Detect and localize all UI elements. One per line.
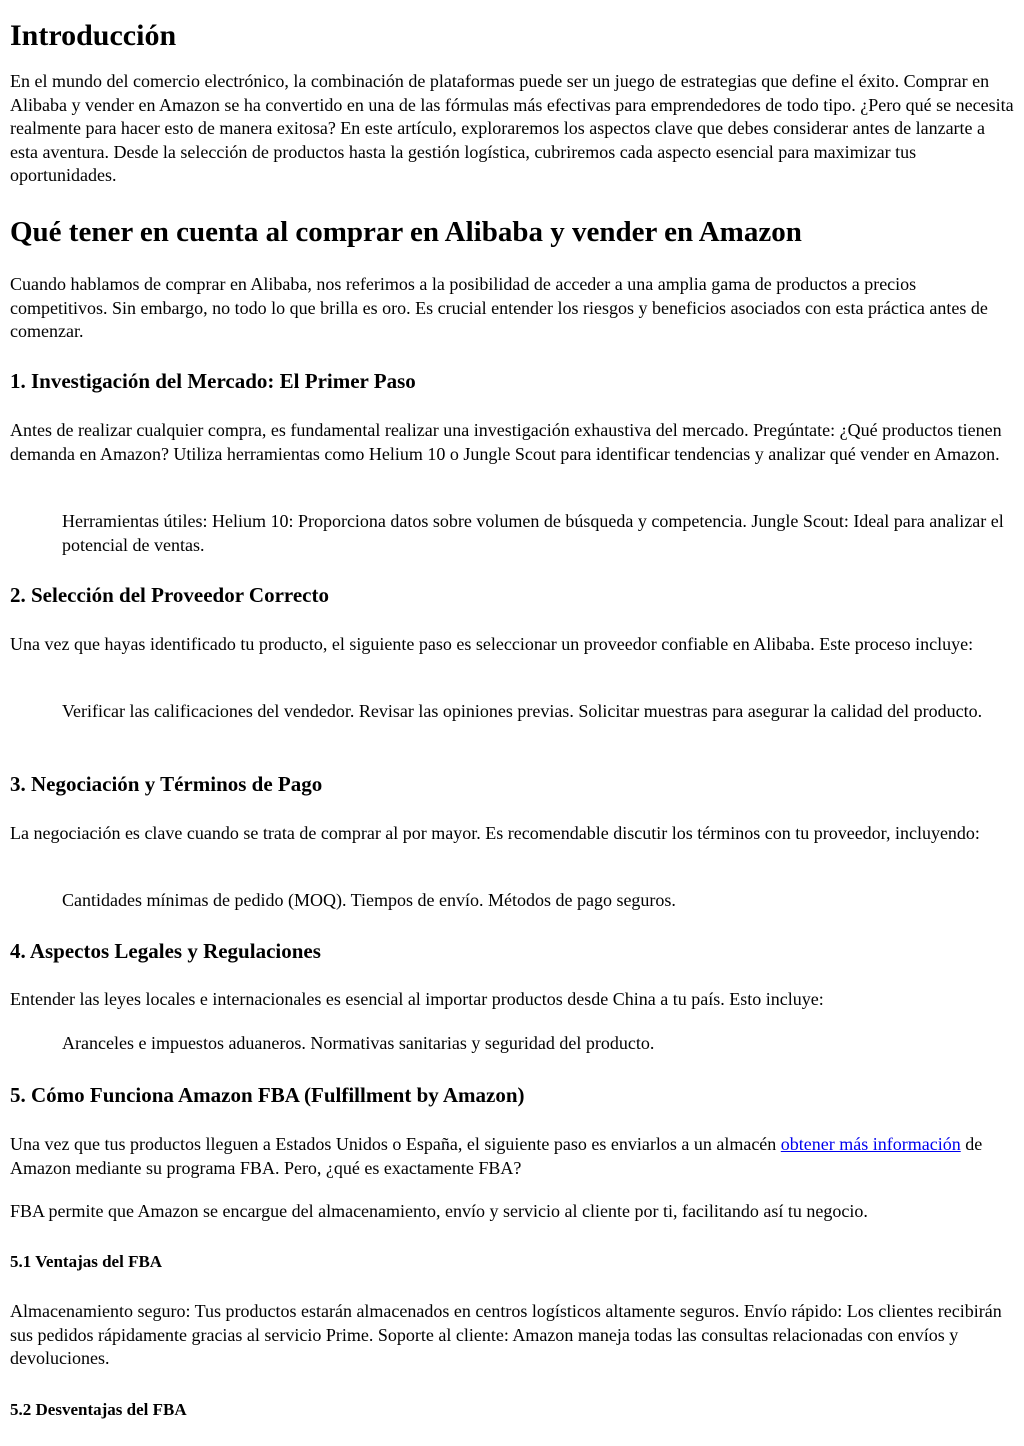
section-2-quote: Verificar las calificaciones del vendedor. Revisar las opiniones previas. Solicitar muestras para asegurar la calidad del producto.: [62, 701, 983, 721]
section-3-heading: 3. Negociación y Términos de Pago: [10, 772, 323, 796]
section-5-1-paragraph: Almacenamiento seguro: Tus productos estarán almacenados en centros logísticos altamente seguros. Envío rápido: Los clientes recibirán sus pedidos rápidamente gracias al servicio Prime. Soporte al cliente: Amazon maneja todas las consultas relacionadas con envíos y devoluciones.: [10, 1301, 1002, 1368]
section-1-paragraph: Antes de realizar cualquier compra, es fundamental realizar una investigación exhaustiva del mercado. Pregúntate: ¿Qué productos tienen demanda en Amazon? Utiliza herramientas como Helium 10 o Jungle Scout para identificar tendencias y analizar qué vender en Amazon.: [10, 420, 1002, 464]
section-5-heading: 5. Cómo Funciona Amazon FBA (Fulfillment by Amazon): [10, 1083, 525, 1107]
section-1-heading: 1. Investigación del Mercado: El Primer Paso: [10, 369, 416, 393]
section-4-heading: 4. Aspectos Legales y Regulaciones: [10, 939, 321, 963]
section-2-heading: 2. Selección del Proveedor Correcto: [10, 583, 329, 607]
section-5-paragraph: [10, 1133, 1016, 1180]
section-5-1-heading: 5.1 Ventajas del FBA: [10, 1252, 163, 1271]
section-3-quote: Cantidades mínimas de pedido (MOQ). Tiempos de envío. Métodos de pago seguros.: [62, 890, 676, 910]
section-2-paragraph: Una vez que hayas identificado tu producto, el siguiente paso es seleccionar un proveedor confiable en Alibaba. Este proceso incluye:: [10, 634, 974, 654]
section-5-paragraph-2: FBA permite que Amazon se encargue del almacenamiento, envío y servicio al cliente por ti, facilitando así tu negocio.: [10, 1201, 868, 1221]
more-info-link[interactable]: obtener más información: [780, 1134, 961, 1154]
section-3-paragraph: La negociación es clave cuando se trata de comprar al por mayor. Es recomendable discutir los términos con tu proveedor, incluyendo:: [10, 823, 980, 843]
intro-heading: Introducción: [10, 19, 177, 52]
section-1-quote: Herramientas útiles: Helium 10: Proporciona datos sobre volumen de búsqueda y competencia. Jungle Scout: Ideal para analizar el potencial de ventas.: [62, 511, 1004, 555]
section-5-text-before-link: Una vez que tus productos lleguen a Estados Unidos o España, el siguiente paso es enviarlos a un almacén: [10, 1134, 781, 1154]
intro-paragraph: En el mundo del comercio electrónico, la combinación de plataformas puede ser un juego de estrategias que define el éxito. Comprar en Alibaba y vender en Amazon se ha convertido en una de las fórmulas más efectivas para emprendedores de todo tipo. ¿Pero qué se necesita realmente para hacer esto de manera exitosa? En este artículo, exploraremos los aspectos clave que debes considerar antes de lanzarte a esta aventura. Desde la selección de productos hasta la gestión logística, cubriremos cada aspecto esencial para maximizar tus oportunidades.: [10, 71, 1014, 185]
section-5-text-after-link: de Amazon mediante su programa FBA. Pero, ¿qué es exactamente FBA?: [10, 1134, 983, 1178]
section-4-quote: Aranceles e impuestos aduaneros. Normativas sanitarias y seguridad del producto.: [62, 1033, 655, 1053]
section-4-paragraph: Entender las leyes locales e internacionales es esencial al importar productos desde China a tu país. Esto incluye:: [10, 989, 824, 1009]
main-heading: Qué tener en cuenta al comprar en Alibaba y vender en Amazon: [10, 216, 802, 248]
main-paragraph: Cuando hablamos de comprar en Alibaba, nos referimos a la posibilidad de acceder a una amplia gama de productos a precios competitivos. Sin embargo, no todo lo que brilla es oro. Es crucial entender los riesgos y beneficios asociados con esta práctica antes de comenzar.: [10, 274, 988, 341]
section-5-2-heading: 5.2 Desventajas del FBA: [10, 1400, 187, 1419]
